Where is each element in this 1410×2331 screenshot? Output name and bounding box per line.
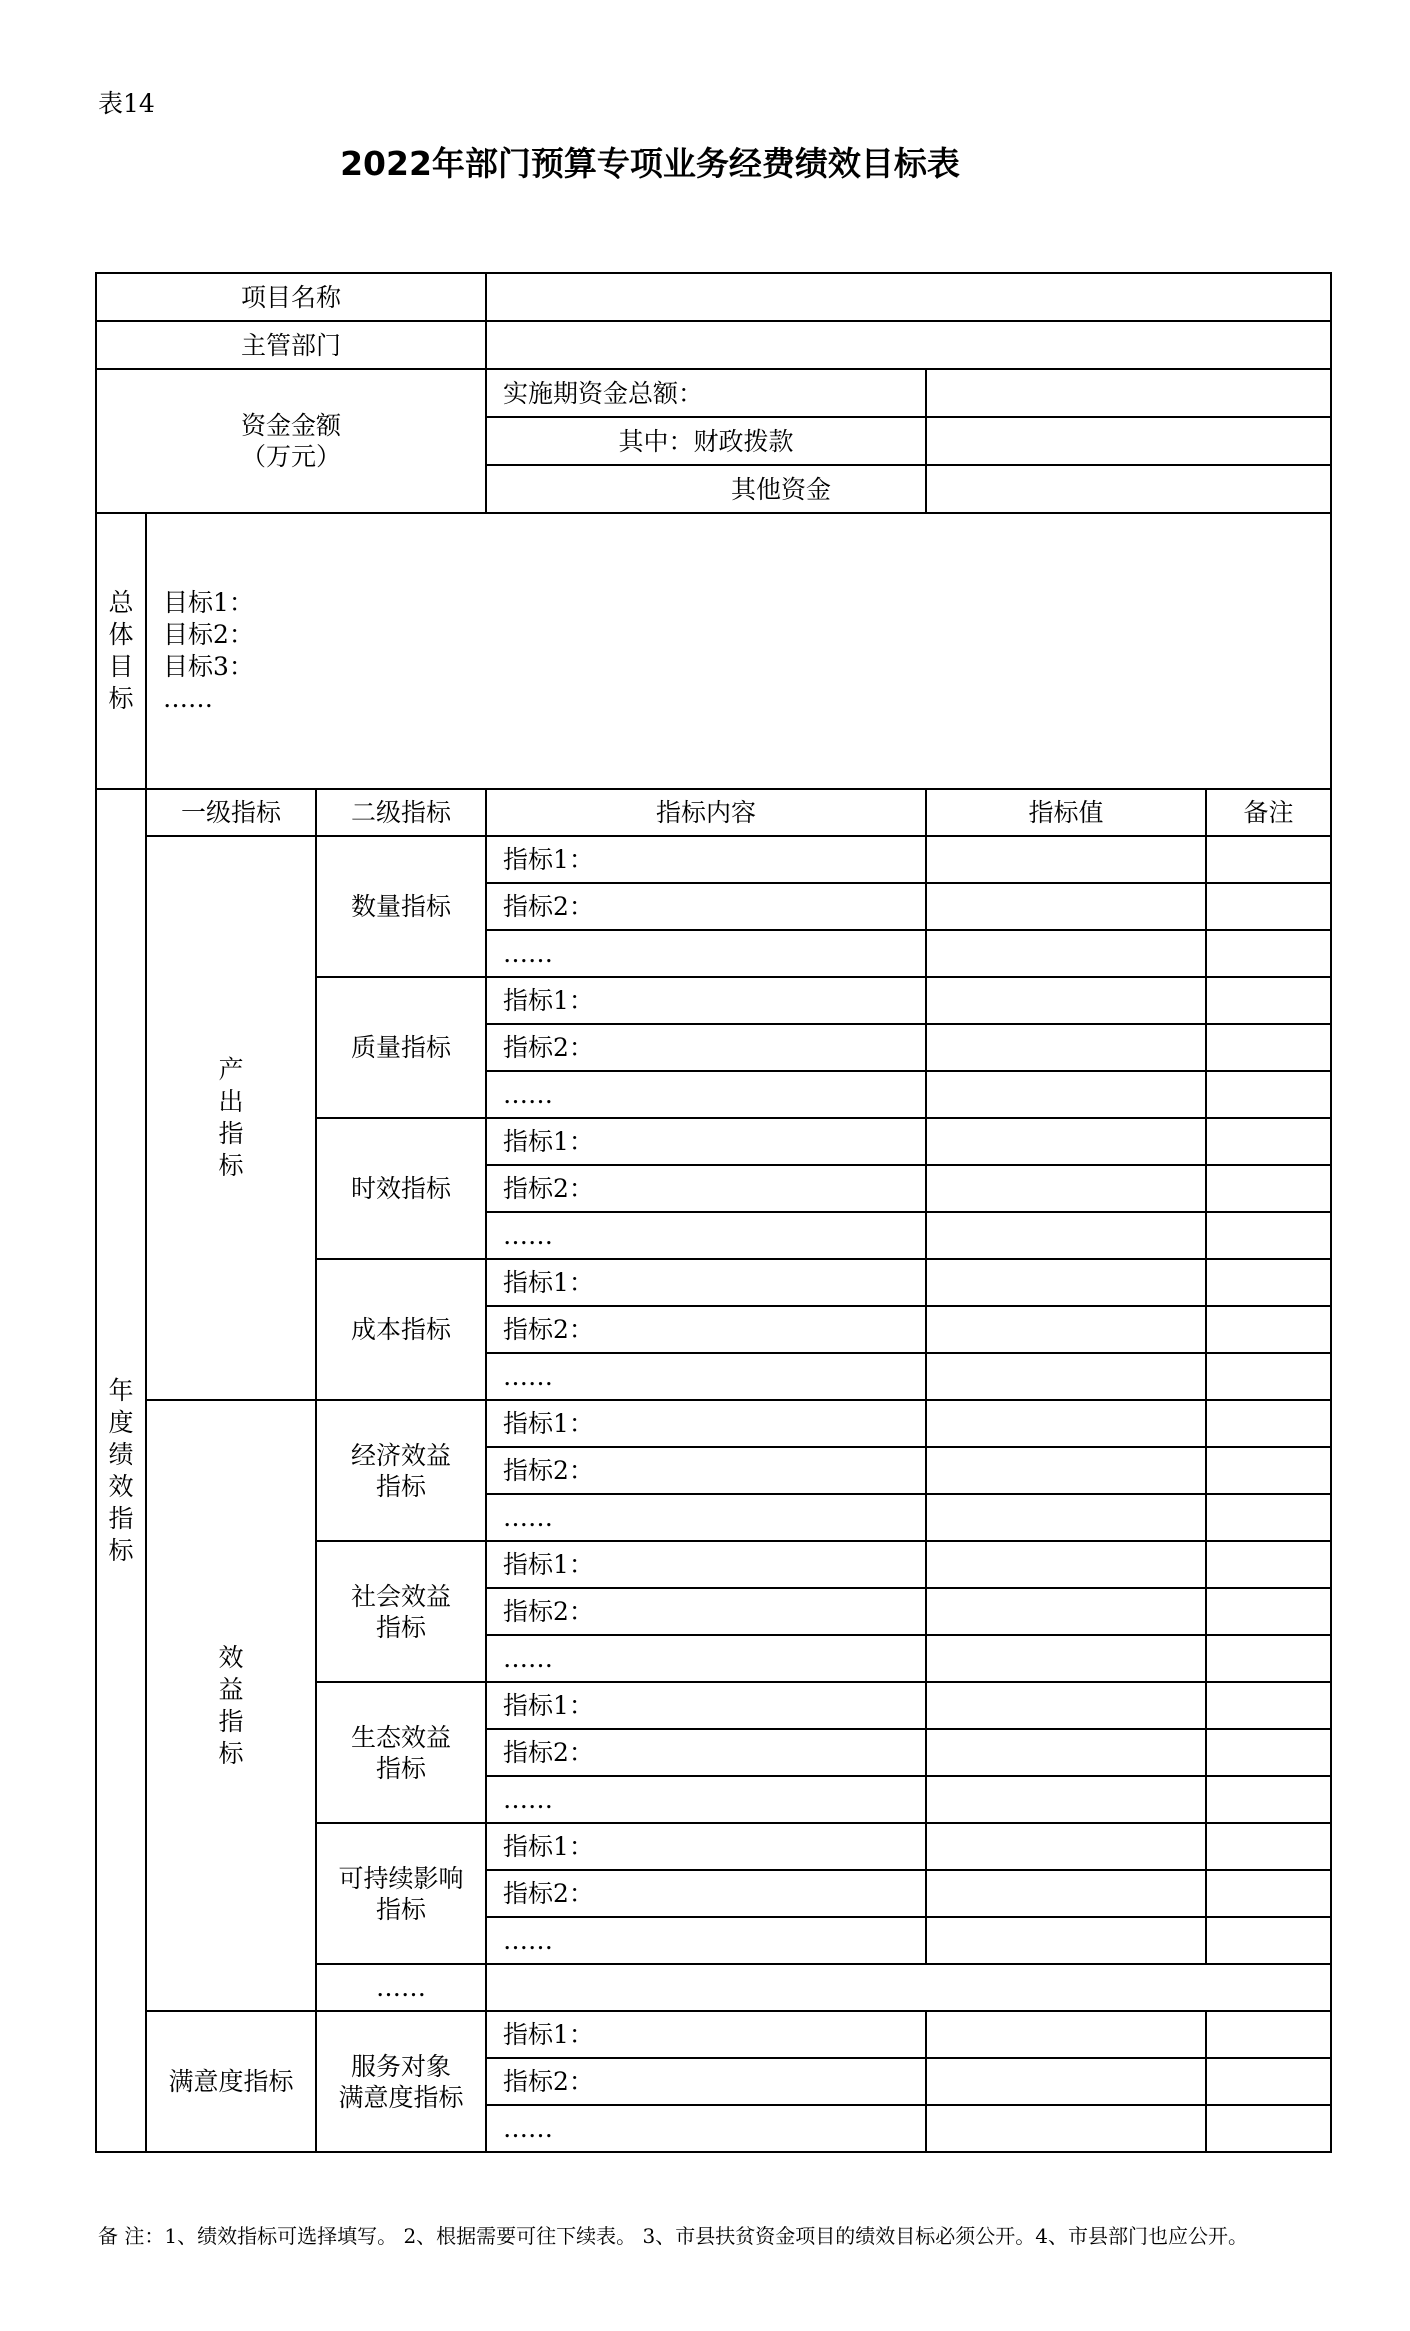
remark-cell[interactable] [1206, 1635, 1331, 1682]
indicator-value-cell[interactable] [926, 1259, 1206, 1306]
department-label: 主管部门 [96, 321, 486, 369]
goal-line: 目标1： [163, 588, 254, 617]
annual-indicators-label [96, 789, 146, 2152]
remark-cell[interactable] [1206, 1823, 1331, 1870]
more-benefit-cell[interactable] [486, 1964, 1331, 2011]
ecological-benefit-line: 生态效益 [351, 1722, 452, 1752]
department-value[interactable] [486, 321, 1331, 369]
footnote: 备 注：1、绩效指标可选择填写。 2、根据需要可往下续表。 3、市县扶贫资金项目的绩效目标必须公开。4、市县部门也应公开。 [98, 2224, 1248, 2248]
sustainable-impact-label [316, 1823, 486, 1964]
remark-cell[interactable] [1206, 1494, 1331, 1541]
overall-goal-char: 总 [108, 588, 134, 617]
cost-indicator-label: 成本指标 [316, 1259, 486, 1400]
remark-cell[interactable] [1206, 2058, 1331, 2105]
remark-cell[interactable] [1206, 1447, 1331, 1494]
economic-benefit-label [316, 1400, 486, 1541]
indicator-value-cell[interactable] [926, 1635, 1206, 1682]
remark-cell[interactable] [1206, 1917, 1331, 1964]
indicator-value-cell[interactable] [926, 1071, 1206, 1118]
indicator-value-cell[interactable] [926, 1823, 1206, 1870]
benefit-label-char: 标 [218, 1738, 244, 1768]
sustainable-impact-line: 可持续影响 [338, 1863, 464, 1893]
more-benefit-label: …… [316, 1964, 486, 2011]
remark-cell[interactable] [1206, 1682, 1331, 1729]
overall-goal-label [96, 513, 146, 789]
indicator-item[interactable]: 指标2： [486, 1870, 926, 1917]
indicator-item[interactable]: …… [486, 1635, 926, 1682]
quantity-indicator-label: 数量指标 [316, 836, 486, 977]
indicator-value-cell[interactable] [926, 930, 1206, 977]
goal-line: 目标3： [163, 652, 254, 681]
remark-cell[interactable] [1206, 1118, 1331, 1165]
indicator-item[interactable]: 指标1： [486, 1823, 926, 1870]
fund-amount-title: 资金金额 [241, 411, 342, 440]
overall-goal-char: 标 [108, 684, 134, 713]
remark-cell[interactable] [1206, 1071, 1331, 1118]
col-header-value: 指标值 [926, 789, 1206, 836]
project-name-label: 项目名称 [96, 273, 486, 321]
indicator-value-cell[interactable] [926, 2105, 1206, 2152]
indicator-item[interactable]: 指标1： [486, 1400, 926, 1447]
remark-cell[interactable] [1206, 1400, 1331, 1447]
other-funds-value[interactable] [926, 465, 1331, 513]
social-benefit-line: 社会效益 [351, 1581, 452, 1611]
indicator-value-cell[interactable] [926, 1212, 1206, 1259]
output-label-char: 产 [218, 1055, 244, 1084]
indicator-item[interactable]: …… [486, 1071, 926, 1118]
indicator-value-cell[interactable] [926, 1447, 1206, 1494]
output-label-char: 出 [218, 1087, 244, 1116]
remark-cell[interactable] [1206, 977, 1331, 1024]
indicator-value-cell[interactable] [926, 1541, 1206, 1588]
fiscal-allocation-label: 其中：财政拨款 [486, 417, 926, 465]
remark-cell[interactable] [1206, 1588, 1331, 1635]
output-label-char: 指 [218, 1119, 244, 1148]
remark-cell[interactable] [1206, 1212, 1331, 1259]
total-funds-value[interactable] [926, 369, 1331, 417]
timeliness-indicator-label: 时效指标 [316, 1118, 486, 1259]
table-number: 表14 [98, 89, 155, 118]
remark-cell[interactable] [1206, 1353, 1331, 1400]
benefit-label-char: 益 [218, 1674, 244, 1704]
col-header-level1: 一级指标 [146, 789, 316, 836]
service-satisfaction-line: 服务对象 [351, 2051, 452, 2081]
benefit-label-char: 指 [218, 1706, 244, 1736]
fund-amount-label [96, 369, 486, 513]
indicator-value-cell[interactable] [926, 1729, 1206, 1776]
indicator-value-cell[interactable] [926, 1024, 1206, 1071]
project-name-value[interactable] [486, 273, 1331, 321]
annual-label-char: 年 [108, 1375, 134, 1405]
indicator-item[interactable]: 指标1： [486, 977, 926, 1024]
ecological-benefit-line: 指标 [376, 1753, 427, 1783]
col-header-content: 指标内容 [486, 789, 926, 836]
annual-label-char: 指 [108, 1503, 134, 1533]
other-funds-label: 其他资金 [486, 465, 926, 513]
indicator-item[interactable]: 指标2： [486, 2058, 926, 2105]
fiscal-allocation-value[interactable] [926, 417, 1331, 465]
remark-cell[interactable] [1206, 1259, 1331, 1306]
annual-label-char: 绩 [108, 1439, 134, 1469]
annual-label-char: 标 [108, 1535, 134, 1565]
indicator-item[interactable]: …… [486, 1494, 926, 1541]
indicator-value-cell[interactable] [926, 1588, 1206, 1635]
indicator-item[interactable]: 指标2： [486, 883, 926, 930]
output-indicators-label [146, 836, 316, 1400]
indicator-value-cell[interactable] [926, 1165, 1206, 1212]
total-funds-label: 实施期资金总额： [486, 369, 926, 417]
goal-line: 目标2： [163, 620, 254, 649]
quality-indicator-label: 质量指标 [316, 977, 486, 1118]
col-header-remark: 备注 [1206, 789, 1331, 836]
indicator-item[interactable]: …… [486, 1212, 926, 1259]
indicator-value-cell[interactable] [926, 2058, 1206, 2105]
indicator-item[interactable]: 指标2： [486, 1729, 926, 1776]
performance-goal-table [95, 272, 1332, 2153]
indicator-item[interactable]: …… [486, 2105, 926, 2152]
indicator-value-cell[interactable] [926, 1400, 1206, 1447]
social-benefit-line: 指标 [376, 1612, 427, 1642]
indicator-value-cell[interactable] [926, 1870, 1206, 1917]
remark-cell[interactable] [1206, 930, 1331, 977]
indicator-item[interactable]: 指标2： [486, 1588, 926, 1635]
indicator-value-cell[interactable] [926, 1917, 1206, 1964]
indicator-item[interactable]: 指标2： [486, 1447, 926, 1494]
indicator-item[interactable]: …… [486, 930, 926, 977]
remark-cell[interactable] [1206, 1729, 1331, 1776]
indicator-item[interactable]: 指标2： [486, 1306, 926, 1353]
economic-benefit-line: 指标 [376, 1471, 427, 1501]
indicator-value-cell[interactable] [926, 1118, 1206, 1165]
indicator-item[interactable]: 指标2： [486, 1165, 926, 1212]
annual-label-char: 效 [108, 1471, 134, 1501]
indicator-item[interactable]: 指标1： [486, 1682, 926, 1729]
indicator-value-cell[interactable] [926, 1353, 1206, 1400]
indicator-value-cell[interactable] [926, 883, 1206, 930]
indicator-value-cell[interactable] [926, 1494, 1206, 1541]
overall-goal-char: 目 [108, 652, 134, 681]
social-benefit-label [316, 1541, 486, 1682]
ecological-benefit-label [316, 1682, 486, 1823]
service-satisfaction-label [316, 2011, 486, 2152]
indicator-item[interactable]: 指标2： [486, 1024, 926, 1071]
remark-cell[interactable] [1206, 1870, 1331, 1917]
goal-line: …… [163, 684, 213, 713]
remark-cell[interactable] [1206, 2011, 1331, 2058]
indicator-item[interactable]: 指标1： [486, 1541, 926, 1588]
satisfaction-indicators-label: 满意度指标 [146, 2011, 316, 2152]
indicator-value-cell[interactable] [926, 2011, 1206, 2058]
service-satisfaction-line: 满意度指标 [338, 2082, 464, 2112]
indicator-item[interactable]: 指标1： [486, 1118, 926, 1165]
remark-cell[interactable] [1206, 1306, 1331, 1353]
remark-cell[interactable] [1206, 1776, 1331, 1823]
indicator-value-cell[interactable] [926, 977, 1206, 1024]
remark-cell[interactable] [1206, 1541, 1331, 1588]
remark-cell[interactable] [1206, 1165, 1331, 1212]
economic-benefit-line: 经济效益 [351, 1440, 452, 1470]
indicator-value-cell[interactable] [926, 1682, 1206, 1729]
benefit-indicators-label [146, 1400, 316, 2011]
indicator-item[interactable]: …… [486, 1776, 926, 1823]
fund-amount-unit: （万元） [241, 442, 342, 471]
indicator-item[interactable]: 指标1： [486, 1259, 926, 1306]
remark-cell[interactable] [1206, 1024, 1331, 1071]
overall-goal-content[interactable] [146, 513, 1331, 789]
output-label-char: 标 [218, 1151, 244, 1180]
indicator-item[interactable]: …… [486, 1917, 926, 1964]
col-header-level2: 二级指标 [316, 789, 486, 836]
sustainable-impact-line: 指标 [376, 1894, 427, 1924]
indicator-value-cell[interactable] [926, 836, 1206, 883]
remark-cell[interactable] [1206, 836, 1331, 883]
indicator-item[interactable]: 指标1： [486, 836, 926, 883]
indicator-value-cell[interactable] [926, 1306, 1206, 1353]
indicator-item[interactable]: …… [486, 1353, 926, 1400]
indicator-value-cell[interactable] [926, 1776, 1206, 1823]
indicator-item[interactable]: 指标1： [486, 2011, 926, 2058]
annual-label-char: 度 [108, 1407, 134, 1437]
overall-goal-char: 体 [108, 620, 134, 649]
benefit-label-char: 效 [218, 1642, 244, 1672]
remark-cell[interactable] [1206, 2105, 1331, 2152]
remark-cell[interactable] [1206, 883, 1331, 930]
page-title: 2022年部门预算专项业务经费绩效目标表 [340, 144, 960, 183]
